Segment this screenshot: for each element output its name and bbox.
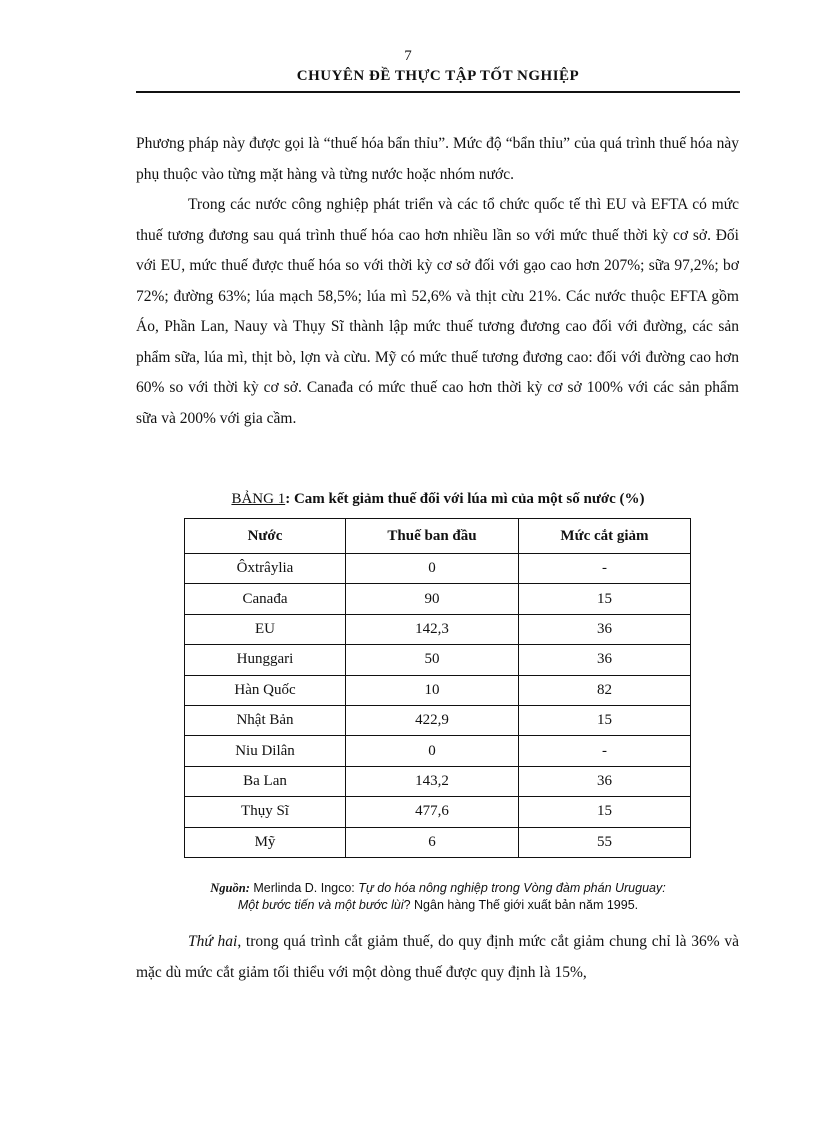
cell-country: EU (185, 614, 346, 644)
cell-reduction: - (519, 554, 691, 584)
table-row (185, 705, 691, 735)
table-row (185, 797, 691, 827)
cell-reduction: 15 (519, 584, 691, 614)
cell-initial-tariff: 50 (346, 645, 519, 675)
table-row (185, 645, 691, 675)
cell-initial-tariff: 477,6 (346, 797, 519, 827)
table-row (185, 675, 691, 705)
column-header-reduction: Mức cắt giảm (519, 519, 691, 554)
closing-text: , trong quá trình cắt giảm thuế, do quy định mức cắt giảm chung chỉ là 36% và mặc dù mức cắt giảm tối thiểu với một dòng thuế được quy định là 15%, (136, 933, 739, 981)
cell-initial-tariff: 422,9 (346, 705, 519, 735)
table-row (185, 554, 691, 584)
header-divider (136, 91, 740, 93)
cell-initial-tariff: 10 (346, 675, 519, 705)
cell-country: Mỹ (185, 827, 346, 857)
table-caption-text: : Cam kết giảm thuế đối với lúa mì của một số nước (%) (285, 491, 645, 507)
cell-reduction: 55 (519, 827, 691, 857)
cell-country: Thụy Sĩ (185, 797, 346, 827)
tariff-table (184, 518, 691, 858)
paragraph-2: Trong các nước công nghiệp phát triển và các tổ chức quốc tế thì EU và EFTA có mức thuế tương đương sau quá trình thuế hóa cao hơn nhiều lần so với mức thuế thời kỳ cơ sở. Đối với EU, mức thuế được thuế hóa so với thời kỳ cơ sở đối với gạo cao hơn 207%; sữa 97,2%; bơ 72%; đường 63%; lúa mạch 58,5%; lúa mì 52,6% và thịt cừu 21%. Các nước thuộc EFTA gồm Áo, Phần Lan, Nauy và Thụy Sĩ thành lập mức thuế tương đương cao đối với đường, các sản phẩm sữa, lúa mì, thịt bò, lợn và cừu. Mỹ có mức thuế tương đương cao: đối với đường cao hơn 60% so với thời kỳ cơ sở. Canađa có mức thuế cao hơn thời kỳ cơ sở 100% với các sản phẩm sữa và 200% với gia cầm. (136, 196, 739, 427)
cell-country: Canađa (185, 584, 346, 614)
page-number: 7 (404, 48, 412, 64)
column-header-initial-tariff: Thuế ban đầu (346, 519, 519, 554)
table-source (136, 880, 740, 914)
source-title-line1: Tự do hóa nông nghiệp trong Vòng đàm phán Uruguay: (358, 881, 666, 895)
source-publisher: ? Ngân hàng Thế giới xuất bản năm 1995. (403, 898, 639, 912)
cell-reduction: 15 (519, 797, 691, 827)
paragraph-1: Phương pháp này được gọi là “thuế hóa bẩn thỉu”. Mức độ “bẩn thỉu” của quá trình thuế hóa này phụ thuộc vào từng mặt hàng và từng nước hoặc nhóm nước. (136, 135, 739, 183)
table-row (185, 614, 691, 644)
cell-reduction: 15 (519, 705, 691, 735)
cell-initial-tariff: 90 (346, 584, 519, 614)
table-body (185, 554, 691, 858)
cell-initial-tariff: 0 (346, 736, 519, 766)
cell-initial-tariff: 142,3 (346, 614, 519, 644)
cell-country: Niu Dilân (185, 736, 346, 766)
source-label: Nguồn: (210, 881, 250, 895)
cell-reduction: - (519, 736, 691, 766)
source-author: Merlinda D. Ingco: (249, 881, 359, 895)
cell-country: Ba Lan (185, 766, 346, 796)
cell-reduction: 36 (519, 766, 691, 796)
table-caption (136, 491, 740, 508)
cell-reduction: 82 (519, 675, 691, 705)
closing-paragraph (136, 927, 739, 988)
table-caption-label: BẢNG 1 (231, 491, 286, 507)
cell-reduction: 36 (519, 645, 691, 675)
cell-initial-tariff: 143,2 (346, 766, 519, 796)
column-header-country: Nước (185, 519, 346, 554)
cell-country: Hàn Quốc (185, 675, 346, 705)
cell-country: Ôxtrâylia (185, 554, 346, 584)
cell-initial-tariff: 6 (346, 827, 519, 857)
source-title-line2: Một bước tiến và một bước lùi (237, 898, 404, 912)
table-row (185, 827, 691, 857)
table-header-row (185, 519, 691, 554)
closing-lead: Thứ hai (188, 933, 238, 950)
cell-reduction: 36 (519, 614, 691, 644)
page-header-title: CHUYÊN ĐỀ THỰC TẬP TỐT NGHIỆP (296, 68, 580, 84)
table-row (185, 584, 691, 614)
table-row (185, 766, 691, 796)
cell-country: Nhật Bản (185, 705, 346, 735)
table-row (185, 736, 691, 766)
body-text (136, 129, 739, 434)
cell-country: Hunggari (185, 645, 346, 675)
cell-initial-tariff: 0 (346, 554, 519, 584)
